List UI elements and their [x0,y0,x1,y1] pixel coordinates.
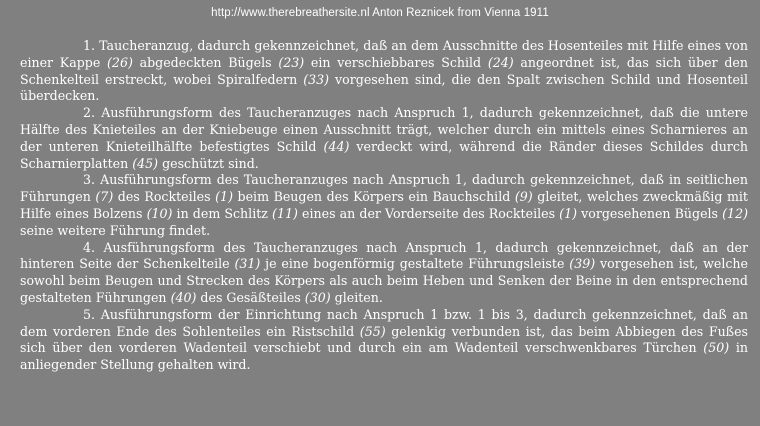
patent-claims-text [20,38,748,374]
reference-numeral: (10) [146,205,173,221]
claim-text: gleiten. [330,289,383,305]
claim-text: seine weitere Führung findet. [20,222,211,238]
claim-text: des Rockteiles [113,189,216,205]
reference-numeral: (39) [569,256,596,272]
reference-numeral: (40) [170,289,197,305]
claim-text: gleitet, welches zweckmäßig mit Hilfe eines Bolzens [20,189,748,221]
claim-text: 1. Taucheranzug, dadurch gekennzeichnet, daß an dem Ausschnitte des Hosenteiles mit Hilfe eines von einer Kappe [20,38,748,70]
claim-4 [20,240,748,307]
reference-numeral: (30) [304,289,331,305]
claim-text: je eine bogenförmig gestaltete Führungsleiste [260,256,570,272]
reference-numeral: (7) [95,189,114,205]
claim-2 [20,105,748,172]
claim-text: vorgesehen sind, die den Spalt zwischen Schild und Hosenteil überdecken. [20,71,748,104]
reference-numeral: (55) [359,323,386,339]
claim-text: verdeckt wird, während die Ränder dieses Schildes durch Scharnierplatten [20,138,748,171]
claim-1 [20,38,748,105]
claim-text: geschützt sind. [158,155,259,171]
claim-text: in dem Schlitz [172,205,273,221]
claim-text: eines an der Vorderseite des Rockteiles [297,205,560,221]
reference-numeral: (1) [215,189,233,205]
reference-numeral: (50) [703,340,730,356]
reference-numeral: (1) [559,205,578,221]
claim-text: beim Beugen des Körpers ein Bauchschild [232,189,515,205]
reference-numeral: (12) [722,205,748,221]
claim-text: ein verschiebbares Schild [304,54,488,70]
reference-numeral: (33) [303,71,330,87]
claim-text: des Gesäßteiles [196,289,305,305]
reference-numeral: (26) [107,54,133,70]
claim-text: gelenkig verbunden ist, das beim Abbiegen des Fußes sich über den vorderen Wadenteil verschiebt und durch ein am Wadenteil verschwenkbares Türchen [20,323,749,356]
reference-numeral: (31) [234,256,261,272]
claim-text: abgedeckten Bügels [132,54,279,70]
claim-text: angeordnet ist, das sich über den Schenkelteil erstreckt, wobei Spiralfedern [20,54,748,87]
claim-text: 5. Ausführungsform der Einrichtung nach Anspruch 1 bzw. 1 bis 3, dadurch gekennzeichnet, daß an dem vorderen Ende des Sohlenteiles ein Ristschild [20,306,748,339]
claim-text: vorgesehenen Bügels [577,205,723,221]
reference-numeral: (11) [272,205,298,221]
claim-text: 4. Ausführungsform des Taucheranzuges nach Anspruch 1, dadurch gekennzeichnet, daß an der hinteren Seite der Schenkelteile [20,239,748,272]
source-url-header: http://www.therebreathersite.nl Anton Reznicek from Vienna 1911 [211,7,549,19]
reference-numeral: (24) [487,54,514,70]
claim-text: 3. Ausführungsform des Taucheranzuges nach Anspruch 1, dadurch gekennzeichnet, daß in seitlichen Führungen [20,172,748,205]
claim-5 [20,307,748,374]
claim-3 [20,172,748,239]
reference-numeral: (23) [278,54,305,70]
claim-text: vorgesehen ist, welche sowohl beim Beugen und Strecken des Körpers als auch beim Heben und Senken der Beine in den entsprechend gestalteten Führungen [20,256,748,305]
claim-text: 2. Ausführungsform des Taucheranzuges nach Anspruch 1, dadurch gekennzeichnet, daß die untere Hälfte des Knieteiles an der Kniebeuge einen Ausschnitt trägt, welcher durch ein mittels eines Scharnieres an der unteren Knieteilhälfte befestigtes Schild [20,105,748,154]
reference-numeral: (44) [323,138,350,154]
claim-text: in anliegender Stellung gehalten wird. [20,340,748,373]
reference-numeral: (9) [514,189,533,205]
reference-numeral: (45) [132,155,159,171]
